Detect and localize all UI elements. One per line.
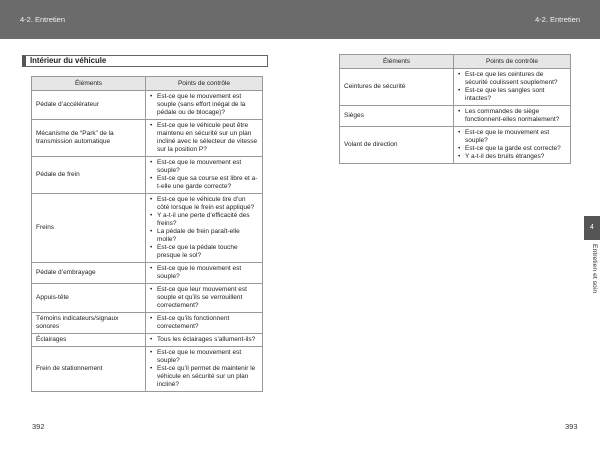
points-cell <box>146 334 263 347</box>
element-cell: Témoins indicateurs/signaux sonores <box>32 313 146 334</box>
check-points-list <box>150 93 258 117</box>
element-cell: Pédale de frein <box>32 157 146 194</box>
element-cell: Éclairages <box>32 334 146 347</box>
element-cell: Frein de stationnement <box>32 347 146 392</box>
check-point-item: • Est-ce que le mouvement est souple? <box>150 265 258 281</box>
chapter-tab-label: Entretien et soin <box>591 244 598 294</box>
check-point-item: • Est-ce que sa course est libre et a-t-elle une garde correcte? <box>150 175 258 191</box>
element-cell: Sièges <box>340 106 454 127</box>
table-row <box>32 313 263 334</box>
points-cell <box>146 120 263 157</box>
table-row <box>32 91 263 120</box>
check-point-item: • Est-ce que le mouvement est souple? <box>150 159 258 175</box>
table-row <box>32 194 263 263</box>
section-title: Intérieur du véhicule <box>22 55 268 67</box>
header-bar <box>0 0 600 39</box>
check-point-item: • Est-ce que les sangles sont intactes? <box>458 87 566 103</box>
column-header-elements: Éléments <box>340 55 454 69</box>
table-row <box>340 106 571 127</box>
check-point-item: • Y a-t-il des bruits étranges? <box>458 153 566 161</box>
check-point-item: • Est-ce que le véhicule tire d’un côté lorsque le frein est appliqué? <box>150 196 258 212</box>
check-point-item: • Est-ce qu’ils fonctionnent correctement? <box>150 315 258 331</box>
check-points-list <box>150 286 258 310</box>
check-point-item: • Est-ce que leur mouvement est souple et qu’ils se verrouillent correctement? <box>150 286 258 310</box>
check-point-item: • Est-ce que le véhicule peut être maintenu en sécurité sur un plan incliné avec le sélecteur de vitesse sur la position P? <box>150 122 258 154</box>
check-points-list <box>150 265 258 281</box>
table-row <box>32 263 263 284</box>
column-header-points: Points de contrôle <box>454 55 571 69</box>
check-point-item: • Est-ce que la garde est correcte? <box>458 145 566 153</box>
element-cell: Volant de direction <box>340 127 454 164</box>
page-number-right: 393 <box>565 422 578 431</box>
check-point-item: • Est-ce que le mouvement est souple? <box>458 129 566 145</box>
table-row <box>32 284 263 313</box>
check-point-item: • Les commandes de siège fonctionnent-elles normalement? <box>458 108 566 124</box>
element-cell: Pédale d’accélérateur <box>32 91 146 120</box>
points-cell <box>454 69 571 106</box>
check-point-item: • Y a-t-il une perte d’efficacité des freins? <box>150 212 258 228</box>
check-points-list <box>150 315 258 331</box>
check-points-list <box>150 196 258 260</box>
points-cell <box>146 157 263 194</box>
check-points-list <box>150 336 258 344</box>
header-left: 4-2. Entretien <box>20 15 66 24</box>
table-row <box>32 334 263 347</box>
check-points-list <box>150 349 258 389</box>
points-cell <box>454 127 571 164</box>
points-cell <box>454 106 571 127</box>
element-cell: Ceintures de sécurité <box>340 69 454 106</box>
table-row <box>340 127 571 164</box>
table-row <box>32 347 263 392</box>
check-point-item: • Est-ce qu’il permet de maintenir le véhicule en sécurité sur un plan incliné? <box>150 365 258 389</box>
points-cell <box>146 194 263 263</box>
check-point-item: • Est-ce que le mouvement est souple? <box>150 349 258 365</box>
check-point-item: • Est-ce que les ceintures de sécurité coulissent souplement? <box>458 71 566 87</box>
column-header-points: Points de contrôle <box>146 77 263 91</box>
chapter-tab: 4 <box>584 216 600 240</box>
column-header-elements: Éléments <box>32 77 146 91</box>
points-cell <box>146 91 263 120</box>
table-row <box>340 69 571 106</box>
points-cell <box>146 313 263 334</box>
check-points-list <box>458 71 566 103</box>
check-point-item: • Tous les éclairages s’allument-ils? <box>150 336 258 344</box>
table-row <box>32 157 263 194</box>
check-point-item: • Est-ce que la pédale touche presque le sol? <box>150 244 258 260</box>
check-point-item: • Est-ce que le mouvement est souple (sans effort inégal de la pédale ou de blocage)? <box>150 93 258 117</box>
points-cell <box>146 263 263 284</box>
points-cell <box>146 347 263 392</box>
right-inspection-table <box>339 54 571 164</box>
points-cell <box>146 284 263 313</box>
check-points-list <box>458 108 566 124</box>
page-number-left: 392 <box>32 422 45 431</box>
left-inspection-table <box>31 76 263 392</box>
check-point-item: • La pédale de frein paraît-elle molle? <box>150 228 258 244</box>
check-points-list <box>150 122 258 154</box>
check-points-list <box>458 129 566 161</box>
element-cell: Pédale d’embrayage <box>32 263 146 284</box>
element-cell: Appuis-tête <box>32 284 146 313</box>
header-right: 4-2. Entretien <box>534 15 580 24</box>
check-points-list <box>150 159 258 191</box>
table-row <box>32 120 263 157</box>
element-cell: Mécanisme de “Park” de la transmission automatique <box>32 120 146 157</box>
element-cell: Freins <box>32 194 146 263</box>
